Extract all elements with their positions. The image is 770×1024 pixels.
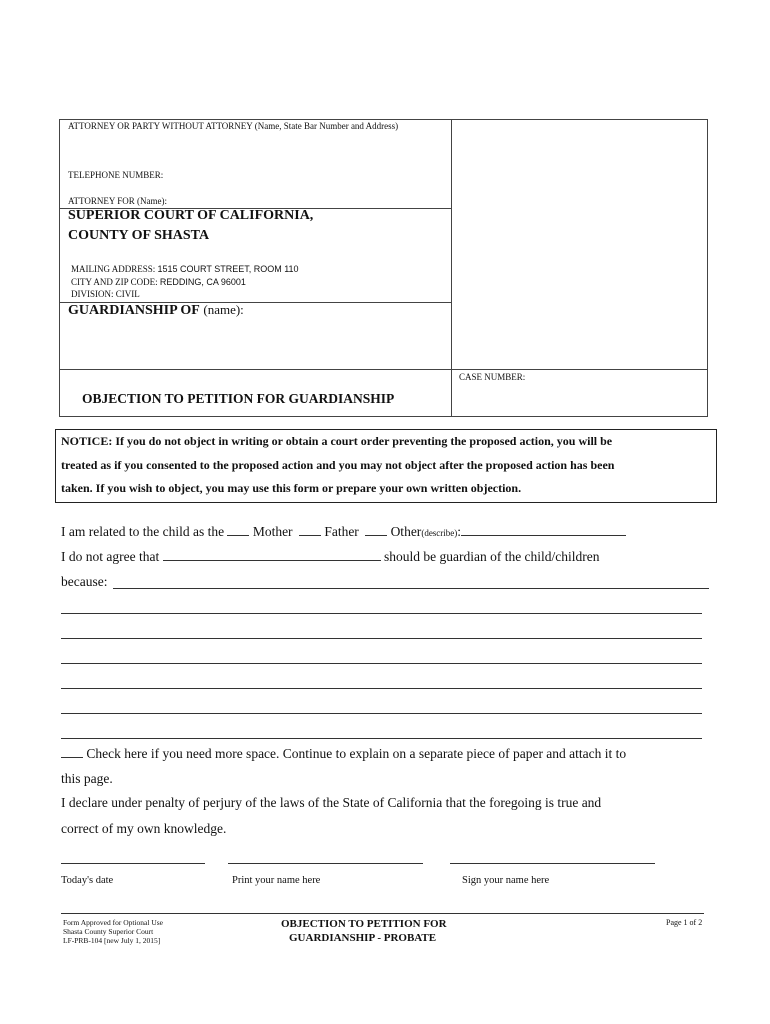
form-title: OBJECTION TO PETITION FOR GUARDIANSHIP — [82, 391, 395, 406]
more-space-checkbox-blank[interactable] — [61, 757, 83, 758]
signature-field-line[interactable] — [450, 863, 655, 864]
court-name-line2: COUNTY OF SHASTA — [68, 228, 210, 243]
footer-approved-line2: Shasta County Superior Court — [63, 927, 154, 936]
city-zip — [71, 277, 246, 287]
because-label: because: — [61, 574, 108, 589]
footer-approved-line3: LF-PRB-104 [new July 1, 2015] — [63, 936, 161, 945]
mailing-value: 1515 COURT STREET, ROOM 110 — [157, 264, 299, 274]
mother-checkbox-blank[interactable] — [227, 535, 249, 536]
attorney-label: ATTORNEY OR PARTY WITHOUT ATTORNEY (Name, State Bar Number and Address) — [68, 121, 399, 131]
other-checkbox-blank[interactable] — [365, 535, 387, 536]
check-line2: this page. — [61, 771, 113, 786]
print-name-label: Print your name here — [232, 875, 321, 886]
footer-divider — [61, 913, 704, 914]
declare-line1: I declare under penalty of perjury of the laws of the State of California that the foregoing is true and — [61, 795, 602, 810]
father-label: Father — [324, 524, 359, 539]
court-name-line1: SUPERIOR COURT OF CALIFORNIA, — [68, 208, 314, 223]
date-label: Today's date — [61, 875, 114, 886]
disagree-prefix: I do not agree that — [61, 549, 160, 564]
disagree-suffix: should be guardian of the child/children — [383, 549, 600, 564]
check-line — [61, 746, 626, 762]
explanation-line[interactable] — [61, 713, 702, 714]
disagree-line — [61, 549, 600, 565]
other-describe-field[interactable] — [461, 535, 626, 536]
declare-line2: correct of my own knowledge. — [61, 821, 227, 836]
notice-line3: taken. If you wish to object, you may use this form or prepare your own written objection. — [61, 481, 522, 495]
father-checkbox-blank[interactable] — [299, 535, 321, 536]
other-label: Other — [390, 524, 422, 539]
footer-title-line2: GUARDIANSHIP - PROBATE — [289, 932, 437, 944]
sign-name-label: Sign your name here — [462, 875, 550, 886]
caption-vertical-divider — [451, 119, 452, 417]
division — [71, 289, 140, 299]
describe-label: describe — [424, 528, 455, 538]
mailing-address — [71, 264, 299, 274]
check-line1: Check here if you need more space. Continue to explain on a separate piece of paper and attach it to — [86, 746, 627, 761]
city-label: CITY AND ZIP CODE: — [71, 277, 158, 287]
notice-line1: NOTICE: If you do not object in writing or obtain a court order preventing the proposed action, you will be — [61, 434, 613, 448]
date-field-line[interactable] — [61, 863, 205, 864]
related-prefix: I am related to the child as the — [61, 524, 225, 539]
print-name-field-line[interactable] — [228, 863, 423, 864]
explanation-line[interactable] — [61, 613, 702, 614]
explanation-line[interactable] — [61, 688, 702, 689]
guardianship-label: GUARDIANSHIP OF — [68, 303, 200, 318]
mother-label: Mother — [252, 524, 293, 539]
guardianship-heading — [68, 302, 244, 319]
attorney-for-label: ATTORNEY FOR (Name): — [68, 196, 167, 206]
explanation-line[interactable] — [61, 738, 702, 739]
footer-approved-line1: Form Approved for Optional Use — [63, 918, 163, 927]
proposed-guardian-field[interactable] — [163, 560, 381, 561]
telephone-label: TELEPHONE NUMBER: — [68, 170, 164, 180]
notice-line2: treated as if you consented to the proposed action and you may not object after the proposed action has been — [61, 458, 615, 472]
city-value: REDDING, CA 96001 — [159, 277, 246, 287]
caption-divider-3 — [59, 369, 708, 370]
explanation-line[interactable] — [61, 638, 702, 639]
explanation-line[interactable] — [61, 663, 702, 664]
because-field-line[interactable] — [113, 588, 709, 589]
relationship-line: I am related to the child as the Mother Father Other(describe): — [61, 524, 626, 540]
footer-title-line1: OBJECTION TO PETITION FOR — [281, 918, 447, 930]
page-number: Page 1 of 2 — [666, 918, 703, 927]
division-label: DIVISION: — [71, 289, 114, 299]
mailing-label: MAILING ADDRESS: — [71, 264, 156, 274]
division-value: CIVIL — [115, 289, 140, 299]
case-number-label: CASE NUMBER: — [459, 372, 526, 382]
guardianship-suffix: (name): — [203, 302, 244, 317]
